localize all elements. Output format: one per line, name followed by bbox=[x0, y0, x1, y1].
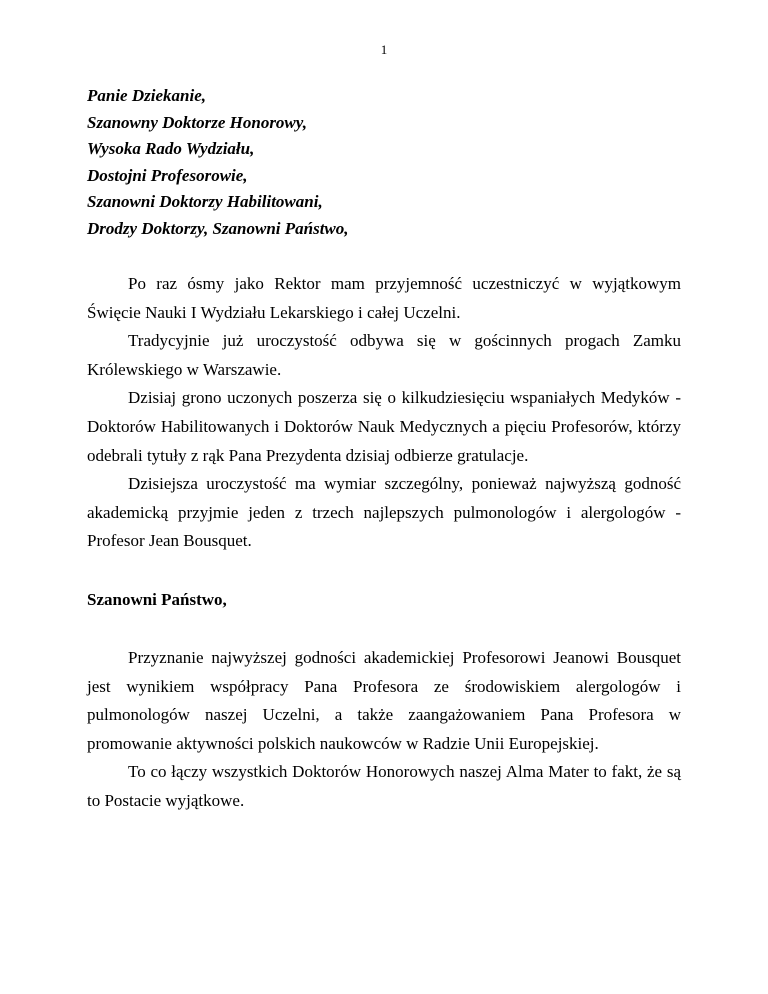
salutation-block bbox=[87, 83, 681, 242]
paragraph: Tradycyjnie już uroczystość odbywa się w gościnnych progach Zamku Królewskiego w Warszawie. bbox=[87, 331, 681, 379]
salutation-line: Drodzy Doktorzy, Szanowni Państwo, bbox=[87, 218, 349, 238]
page-number: 1 bbox=[380, 42, 388, 57]
salutation-line: Szanowni Doktorzy Habilitowani, bbox=[87, 192, 323, 211]
spacer bbox=[87, 556, 681, 586]
salutation-line: Szanowny Doktorze Honorowy, bbox=[87, 112, 307, 132]
paragraph: Dzisiejsza uroczystość ma wymiar szczególny, ponieważ najwyższą godność akademicką przyjmie jeden z trzech najlepszych pulmonologów i alergologów - Profesor Jean Bousquet. bbox=[87, 474, 681, 551]
paragraph: Po raz ósmy jako Rektor mam przyjemność uczestniczyć w wyjątkowym Święcie Nauki I Wydziału Lekarskiego i całej Uczelni. bbox=[87, 274, 681, 322]
salutation-line: Panie Dziekanie, bbox=[87, 86, 206, 105]
paragraph: Dzisiaj grono uczonych poszerza się o kilkudziesięciu wspaniałych Medyków - Doktorów Habilitowanych i Doktorów Nauk Medycznych a pięciu Profesorów, którzy odebrali tytuły z rąk Pana Prezydenta dzisiaj odbierze gratulacje. bbox=[87, 388, 681, 465]
salutation-line: Wysoka Rado Wydziału, bbox=[87, 139, 255, 158]
paragraph: To co łączy wszystkich Doktorów Honorowych naszej Alma Mater to fakt, że są to Postacie wyjątkowe. bbox=[87, 762, 681, 810]
section-heading: Szanowni Państwo, bbox=[87, 589, 227, 609]
salutation-line: Dostojni Profesorowie, bbox=[87, 165, 248, 185]
spacer bbox=[87, 242, 681, 270]
spacer bbox=[87, 614, 681, 644]
document-body bbox=[87, 83, 681, 816]
paragraph: Przyznanie najwyższej godności akademickiej Profesorowi Jeanowi Bousquet jest wynikiem współpracy Pana Profesora ze środowiskiem alergologów i pulmonologów naszej Uczelni, a także zaangażowaniem Pana Profesora w promowanie aktywności polskich naukowców w Radzie Unii Europejskiej. bbox=[87, 647, 681, 753]
